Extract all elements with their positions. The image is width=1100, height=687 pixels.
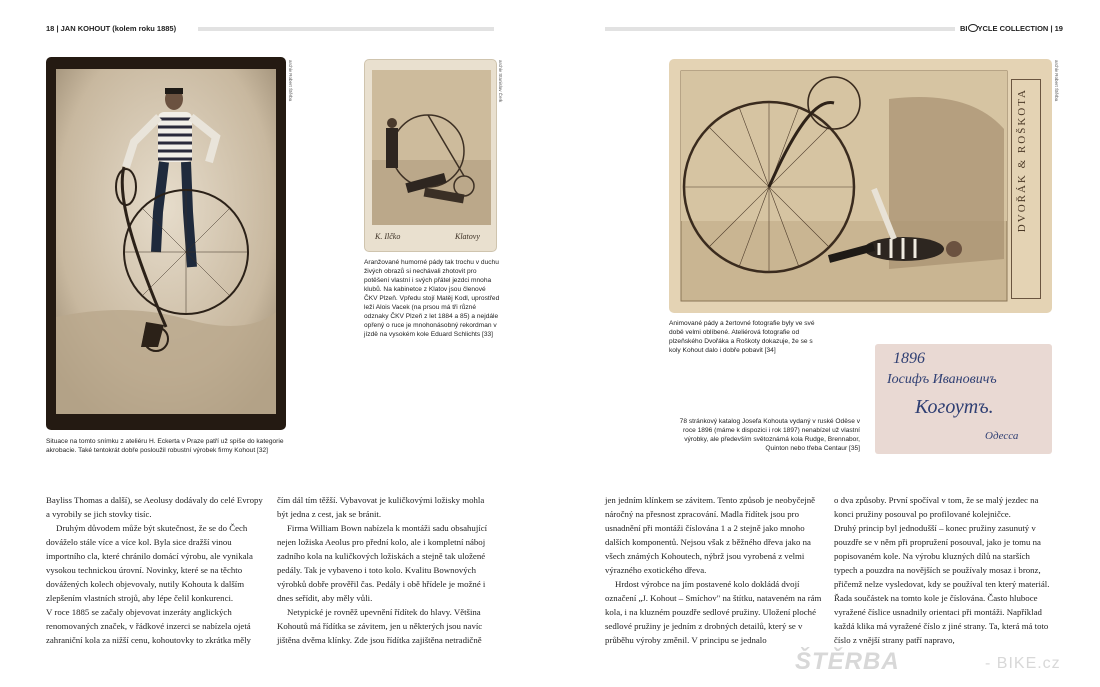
watermark-domain: - BIKE.cz <box>985 655 1061 672</box>
photo2-credit: archiv Stanislav Čerk <box>498 60 503 103</box>
right-header-bar <box>605 27 955 31</box>
photo-falls-svg <box>366 66 497 229</box>
col1-para-1: Bayliss Thomas a další), se Aeolusy dodávaly do celé Evropy a vyrobily se jich stovky tisíc. <box>46 495 263 519</box>
photo-animated-fall <box>669 59 1052 313</box>
col2-para-3: Netypické je rovněž upevnění řídítek do hlavy. Většina Kohoutů má řídítka se závitem, jen u některých jsou navíc jištěna dvěma klínky. Zde jsou řídítka zajištěna netradičně <box>277 607 483 645</box>
watermark-logo: ŠTĚRBA <box>795 648 900 675</box>
catalog-year: 1896 <box>893 350 925 367</box>
col3-para-1: jen jedním klínkem se závitem. Tento způsob je neobyčejně náročný na přesnost zpracování. Madla řídítek jsou pro usnadnění při montáži číslována 1 a 2 stejně jako mnoho dalších komponentů. Nejsou však z běžného dřeva jako na všech známých Kohoutech, nýbrž jsou vyrobená z velmi výrazného exotického dřeva. <box>605 495 816 575</box>
right-page-header <box>960 24 1063 33</box>
catalog-city: Одесса <box>985 430 1019 442</box>
photo2-signature-left: K. Ilčko <box>375 232 401 241</box>
page-number-left: 18 <box>46 24 55 33</box>
body-column-2 <box>277 493 495 647</box>
col3-para-2: Hrdost výrobce na jím postavené kolo dokládá dvojí označení „J. Kohout – Smíchov" na štítku, nataveném na rám kola, i na kluzném pouzdře sedlové pružiny. Uložení ploché sedlové pružiny je jedním z drobných detailů, který se v průběhu výroby změnil. V principu se jednalo <box>605 579 822 645</box>
catalog-caption: 78 stránkový katalog Josefa Kohouta vydaný v ruské Oděse v roce 1896 (máme k dispozici i rok 1897) nenabízel už vlastní výrobky, ale především světoznámá kola Rudge, Brennabor, Quinton nebo třeba Centaur [35] <box>679 418 860 452</box>
col1-para-3: V roce 1885 se začaly objevovat inzeráty anglických renomovaných značek, v řádkové inzerci se nabízela ojetá zahraniční kola za nižší cenu, kohoutovky to zkrátka měly <box>46 607 251 645</box>
col1-para-2: Druhým důvodem může být skutečnost, že se do Čech dováželo stále více a více kol. Byla sice dražší vinou importního cla, které chránilo domácí výrobu, ale vynikala vysokou technickou úrovní. Novinky, které se na těchto dovážených kolech objevovaly, nutily Kohouta k dalším zlepšením vlastních strojů, aby lépe čelil konkurenci. <box>46 523 253 603</box>
left-header-title: JAN KOHOUT (kolem roku 1885) <box>60 24 177 33</box>
right-header-title-end: YCLE COLLECTION <box>977 24 1049 33</box>
right-header-title-start: BI <box>960 24 968 33</box>
photo1-caption: Situace na tomto snímku z ateliéru H. Eckerta v Praze patří už spíše do kategorie akrobacie. Také tentokrát dobře posloužil robustní výrobek firmy Kohout [32] <box>46 438 284 454</box>
left-page-header <box>46 24 176 33</box>
photo2-caption: Aranžované humorné pády tak trochu v duchu živých obrazů si nechávali zhotovit pro potěšení vlastní i svých přátel jezdci mnoha klubů. Na kabinetce z Klatov jsou členové ČKV Plzeň. Vpředu stojí Matěj Kodl, uprostřed leží Alois Vacek (na prsou má tři různé odznaky ČKV Plzeň z let 1884 a 85) a nejdále opřený o ruce je mnohonásobný rekordman v jízdě na vysokém kole Eduard Schlichts [33] <box>364 259 500 338</box>
header-divider: | <box>1050 24 1053 33</box>
photo-acrobat-svg <box>46 57 286 430</box>
photo3-credit: archiv Robert Štěrba <box>1054 60 1059 102</box>
col2-para-1: čím dál tím těžší. Vybavovat je kuličkovými ložisky mohla být jedna z cest, jak se bránit. <box>277 495 485 519</box>
studio-stamp <box>1011 79 1041 299</box>
col4-para-2: Druhý princip byl jednodušší – konec pružiny zasunutý v pouzdře se v něm při propružení posouval, jako je tomu na popisovaném kole. Na výrobu kluzných dílů na starších typech a pouzdra na novějších se používaly mosaz i bronz, přičemž nelze vysledovat, kdy se používal ten který materiál. Řada součástek na tomto kole je číslována. Často hluboce vyražené číslice usnadnily orientaci při montáži. Například každá klika má vyražené číslo z jiné strany. Ta, která má toto číslo z vnější strany patří napravo, <box>834 523 1050 645</box>
studio-name: DVOŘÁK & ROŠKOTA <box>1016 88 1028 233</box>
photo-fall-svg <box>669 59 1052 313</box>
col4-para-1: o dva způsoby. První spočíval v tom, že se malý jezdec na konci pružiny posouval po profilované kolejničce. <box>834 495 1039 519</box>
bicycle-logo-icon <box>968 24 978 32</box>
header-divider: | <box>56 24 59 33</box>
catalog-surname: Когоутъ. <box>915 396 994 418</box>
photo3-caption: Animované pády a žertovné fotografie byly ve své době velmi oblíbené. Ateliérová fotografie od plzeňského Dvořáka a Roškoty dokazuje, že se s koly Kohout dalo i dobře pobavit [34] <box>669 320 815 354</box>
left-header-bar <box>198 27 494 31</box>
body-column-4 <box>834 493 1052 647</box>
col2-para-2: Firma William Bown nabízela k montáži sadu obsahující nejen ložiska Aeolus pro přední kolo, ale i kompletní náboj zadního kola na kuličkových ložiskách a stejně tak uložené pedály. Tak je vybaveno i toto kolo. Kvalitu Bownových výrobků dobře prověřil čas. Pedály i obě hřídele je možné i dnes seřídit, aby měly vůli. <box>277 523 488 603</box>
catalog-name-line: Іосифъ Ивановичъ <box>887 372 997 387</box>
photo2-signature-right: Klatovy <box>455 232 480 241</box>
page-number-right: 19 <box>1054 24 1063 33</box>
photo-acrobat-on-bicycle <box>46 57 286 430</box>
body-column-1 <box>46 493 264 647</box>
catalog-cover <box>875 344 1052 454</box>
body-column-3 <box>605 493 823 647</box>
photo1-credit: archiv Robert Štěrba <box>288 60 293 102</box>
photo-humorous-falls <box>364 59 497 252</box>
